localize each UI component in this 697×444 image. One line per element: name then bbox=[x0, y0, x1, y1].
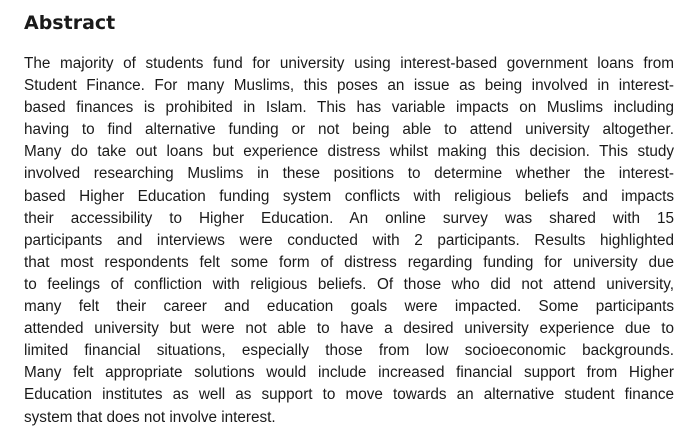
abstract-line: Many do take out loans but experience distress whilst making this decision. This study bbox=[24, 143, 674, 161]
abstract-line: their accessibility to Higher Education. An online survey was shared with 15 bbox=[24, 209, 674, 227]
abstract-line: to feelings of confliction with religious beliefs. Of those who did not attend university, bbox=[24, 275, 674, 293]
abstract-line: system that does not involve interest. bbox=[24, 408, 276, 426]
abstract-line: The majority of students fund for university using interest-based government loans from bbox=[24, 55, 674, 72]
abstract-line: attended university but were not able to have a desired university experience due to bbox=[24, 320, 674, 338]
abstract-line: involved researching Muslims in these positions to determine whether the interest- bbox=[24, 165, 674, 183]
abstract-line: many felt their career and education goals were impacted. Some participants bbox=[24, 298, 674, 316]
abstract-line: Education institutes as well as support to move towards an alternative student finance bbox=[24, 386, 674, 404]
abstract-line: limited financial situations, especially those from low socioeconomic backgrounds. bbox=[24, 342, 674, 360]
abstract-body bbox=[24, 53, 674, 429]
abstract-line: based finances is prohibited in Islam. This has variable impacts on Muslims including bbox=[24, 99, 674, 117]
abstract-heading: Abstract bbox=[24, 12, 116, 34]
abstract-line: participants and interviews were conducted with 2 participants. Results highlighted bbox=[24, 231, 674, 249]
abstract-line: based Higher Education funding system conflicts with religious beliefs and impacts bbox=[24, 187, 674, 205]
abstract-section bbox=[24, 10, 674, 429]
abstract-line: that most respondents felt some form of distress regarding funding for university due bbox=[24, 253, 674, 271]
abstract-line: having to find alternative funding or not being able to attend university altogether. bbox=[24, 121, 674, 139]
abstract-line: Student Finance. For many Muslims, this poses an issue as being involved in interest- bbox=[24, 77, 674, 95]
abstract-line: Many felt appropriate solutions would include increased financial support from Higher bbox=[24, 364, 674, 382]
